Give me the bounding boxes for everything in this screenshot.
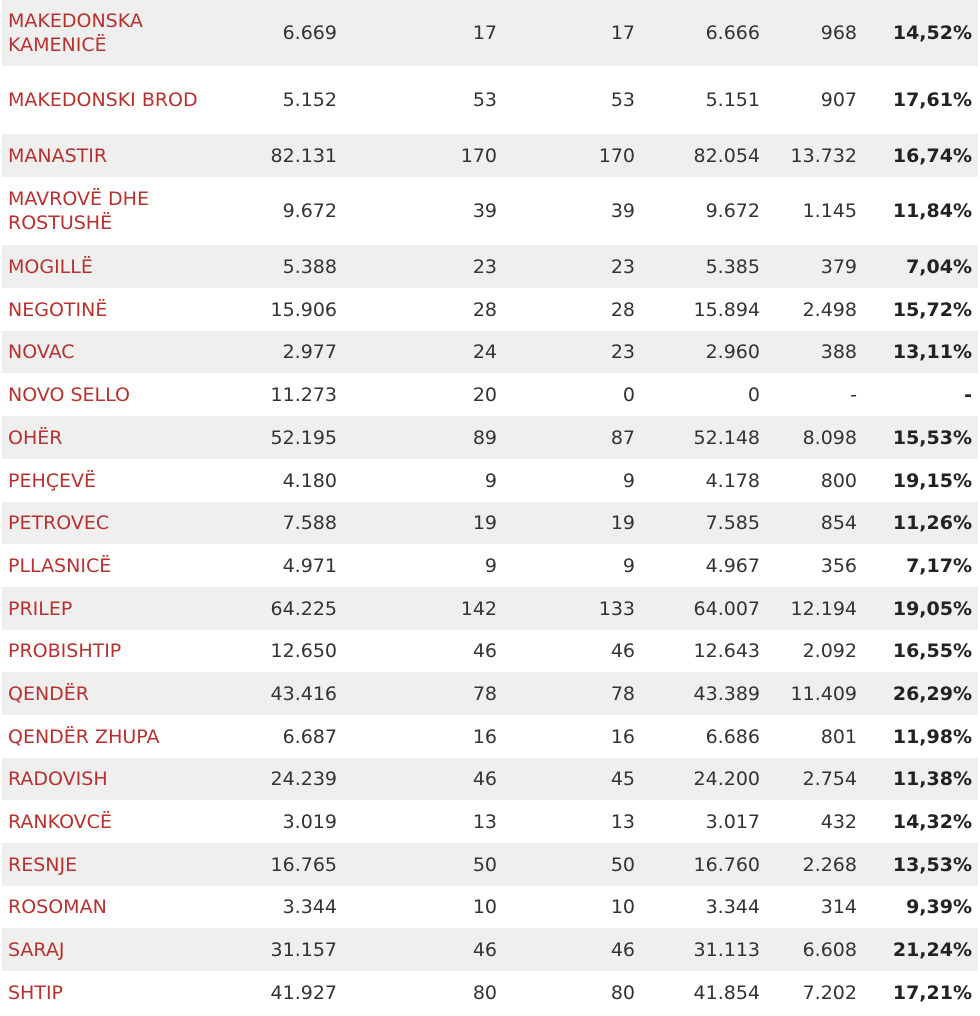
municipality-name[interactable]: NEGOTINË xyxy=(2,288,202,331)
cell-value: 2.092 xyxy=(760,630,857,672)
cell-value: - xyxy=(760,373,857,416)
cell-value: 20 xyxy=(339,373,497,416)
cell-value: 64.007 xyxy=(635,587,760,630)
municipality-name[interactable]: SHTIP xyxy=(2,971,202,1014)
table-row xyxy=(2,971,978,1014)
cell-value: 3.344 xyxy=(635,886,760,928)
cell-value: 6.686 xyxy=(635,715,760,758)
table-row xyxy=(2,245,978,288)
cell-value: 4.967 xyxy=(635,544,760,587)
municipality-name[interactable]: ROSOMAN xyxy=(2,886,202,928)
cell-value: 28 xyxy=(339,288,497,331)
percentage-value: - xyxy=(857,373,978,416)
cell-value: 3.344 xyxy=(202,886,339,928)
percentage-value: 17,21% xyxy=(857,971,978,1014)
cell-value: 5.388 xyxy=(202,245,339,288)
municipality-name[interactable]: SARAJ xyxy=(2,928,202,971)
cell-value: 16.765 xyxy=(202,843,339,886)
cell-value: 64.225 xyxy=(202,587,339,630)
cell-value: 9 xyxy=(339,459,497,502)
cell-value: 133 xyxy=(497,587,635,630)
cell-value: 23 xyxy=(497,245,635,288)
municipality-name[interactable]: MOGILLË xyxy=(2,245,202,288)
cell-value: 2.960 xyxy=(635,331,760,373)
municipality-name[interactable]: RANKOVCË xyxy=(2,800,202,843)
table-row xyxy=(2,758,978,800)
cell-value: 46 xyxy=(339,630,497,672)
municipality-name[interactable]: PRILEP xyxy=(2,587,202,630)
cell-value: 53 xyxy=(497,66,635,134)
percentage-value: 13,53% xyxy=(857,843,978,886)
cell-value: 2.498 xyxy=(760,288,857,331)
percentage-value: 11,38% xyxy=(857,758,978,800)
municipality-name[interactable]: OHËR xyxy=(2,416,202,459)
cell-value: 5.385 xyxy=(635,245,760,288)
percentage-value: 19,05% xyxy=(857,587,978,630)
table-row xyxy=(2,715,978,758)
table-row xyxy=(2,66,978,134)
percentage-value: 7,04% xyxy=(857,245,978,288)
cell-value: 50 xyxy=(497,843,635,886)
cell-value: 23 xyxy=(497,331,635,373)
municipality-name[interactable]: RADOVISH xyxy=(2,758,202,800)
percentage-value: 13,11% xyxy=(857,331,978,373)
cell-value: 11.409 xyxy=(760,672,857,715)
percentage-value: 14,32% xyxy=(857,800,978,843)
cell-value: 4.178 xyxy=(635,459,760,502)
municipality-name[interactable]: QENDËR ZHUPA xyxy=(2,715,202,758)
percentage-value: 21,24% xyxy=(857,928,978,971)
percentage-value: 26,29% xyxy=(857,672,978,715)
percentage-value: 14,52% xyxy=(857,0,978,66)
cell-value: 78 xyxy=(497,672,635,715)
cell-value: 0 xyxy=(497,373,635,416)
cell-value: 16 xyxy=(497,715,635,758)
cell-value: 19 xyxy=(497,502,635,544)
table-row xyxy=(2,544,978,587)
cell-value: 24 xyxy=(339,331,497,373)
municipality-name[interactable]: MANASTIR xyxy=(2,134,202,177)
percentage-value: 11,26% xyxy=(857,502,978,544)
cell-value: 52.148 xyxy=(635,416,760,459)
cell-value: 15.894 xyxy=(635,288,760,331)
cell-value: 170 xyxy=(339,134,497,177)
cell-value: 46 xyxy=(497,630,635,672)
percentage-value: 19,15% xyxy=(857,459,978,502)
cell-value: 39 xyxy=(497,177,635,245)
municipality-name[interactable]: RESNJE xyxy=(2,843,202,886)
cell-value: 12.650 xyxy=(202,630,339,672)
table-row xyxy=(2,288,978,331)
table-row xyxy=(2,843,978,886)
cell-value: 13 xyxy=(339,800,497,843)
cell-value: 8.098 xyxy=(760,416,857,459)
municipality-name[interactable]: PLLASNICË xyxy=(2,544,202,587)
percentage-value: 11,84% xyxy=(857,177,978,245)
cell-value: 356 xyxy=(760,544,857,587)
cell-value: 46 xyxy=(339,758,497,800)
percentage-value: 15,53% xyxy=(857,416,978,459)
table-row xyxy=(2,373,978,416)
percentage-value: 7,17% xyxy=(857,544,978,587)
table-row xyxy=(2,800,978,843)
municipality-name[interactable]: NOVAC xyxy=(2,331,202,373)
percentage-value: 16,74% xyxy=(857,134,978,177)
cell-value: 5.152 xyxy=(202,66,339,134)
cell-value: 50 xyxy=(339,843,497,886)
cell-value: 4.180 xyxy=(202,459,339,502)
cell-value: 31.113 xyxy=(635,928,760,971)
cell-value: 7.202 xyxy=(760,971,857,1014)
percentage-value: 9,39% xyxy=(857,886,978,928)
municipality-name[interactable]: PEHÇEVË xyxy=(2,459,202,502)
cell-value: 854 xyxy=(760,502,857,544)
cell-value: 9 xyxy=(339,544,497,587)
cell-value: 82.054 xyxy=(635,134,760,177)
cell-value: 2.754 xyxy=(760,758,857,800)
cell-value: 24.200 xyxy=(635,758,760,800)
cell-value: 800 xyxy=(760,459,857,502)
cell-value: 13.732 xyxy=(760,134,857,177)
percentage-value: 11,98% xyxy=(857,715,978,758)
cell-value: 45 xyxy=(497,758,635,800)
cell-value: 6.608 xyxy=(760,928,857,971)
cell-value: 6.666 xyxy=(635,0,760,66)
cell-value: 9 xyxy=(497,459,635,502)
cell-value: 41.927 xyxy=(202,971,339,1014)
cell-value: 6.687 xyxy=(202,715,339,758)
table-row xyxy=(2,177,978,245)
cell-value: 2.268 xyxy=(760,843,857,886)
cell-value: 31.157 xyxy=(202,928,339,971)
cell-value: 46 xyxy=(497,928,635,971)
cell-value: 3.017 xyxy=(635,800,760,843)
percentage-value: 16,55% xyxy=(857,630,978,672)
cell-value: 379 xyxy=(760,245,857,288)
table-row xyxy=(2,0,978,66)
cell-value: 1.145 xyxy=(760,177,857,245)
cell-value: 41.854 xyxy=(635,971,760,1014)
table-row xyxy=(2,416,978,459)
cell-value: 39 xyxy=(339,177,497,245)
municipality-name[interactable]: MAKEDONSKI BROD xyxy=(2,66,202,134)
cell-value: 5.151 xyxy=(635,66,760,134)
municipality-name[interactable]: NOVO SELLO xyxy=(2,373,202,416)
cell-value: 52.195 xyxy=(202,416,339,459)
municipality-name[interactable]: MAVROVË DHE ROSTUSHË xyxy=(2,177,202,245)
cell-value: 907 xyxy=(760,66,857,134)
table-row xyxy=(2,886,978,928)
cell-value: 7.588 xyxy=(202,502,339,544)
cell-value: 16.760 xyxy=(635,843,760,886)
cell-value: 11.273 xyxy=(202,373,339,416)
cell-value: 82.131 xyxy=(202,134,339,177)
cell-value: 13 xyxy=(497,800,635,843)
table-row xyxy=(2,331,978,373)
cell-value: 170 xyxy=(497,134,635,177)
cell-value: 78 xyxy=(339,672,497,715)
cell-value: 80 xyxy=(339,971,497,1014)
cell-value: 9.672 xyxy=(202,177,339,245)
cell-value: 24.239 xyxy=(202,758,339,800)
cell-value: 17 xyxy=(497,0,635,66)
cell-value: 46 xyxy=(339,928,497,971)
cell-value: 801 xyxy=(760,715,857,758)
table-row xyxy=(2,928,978,971)
cell-value: 19 xyxy=(339,502,497,544)
table-row xyxy=(2,459,978,502)
cell-value: 80 xyxy=(497,971,635,1014)
cell-value: 9 xyxy=(497,544,635,587)
cell-value: 142 xyxy=(339,587,497,630)
municipality-results-table xyxy=(2,0,978,1014)
municipality-name[interactable]: QENDËR xyxy=(2,672,202,715)
cell-value: 12.194 xyxy=(760,587,857,630)
cell-value: 87 xyxy=(497,416,635,459)
cell-value: 388 xyxy=(760,331,857,373)
cell-value: 28 xyxy=(497,288,635,331)
cell-value: 89 xyxy=(339,416,497,459)
cell-value: 0 xyxy=(635,373,760,416)
cell-value: 23 xyxy=(339,245,497,288)
cell-value: 10 xyxy=(497,886,635,928)
municipality-name[interactable]: MAKEDONSKA KAMENICË xyxy=(2,0,202,66)
cell-value: 2.977 xyxy=(202,331,339,373)
table-row xyxy=(2,502,978,544)
cell-value: 53 xyxy=(339,66,497,134)
table-row xyxy=(2,134,978,177)
cell-value: 15.906 xyxy=(202,288,339,331)
percentage-value: 17,61% xyxy=(857,66,978,134)
cell-value: 43.389 xyxy=(635,672,760,715)
cell-value: 4.971 xyxy=(202,544,339,587)
cell-value: 9.672 xyxy=(635,177,760,245)
cell-value: 16 xyxy=(339,715,497,758)
municipality-name[interactable]: PROBISHTIP xyxy=(2,630,202,672)
table-row xyxy=(2,587,978,630)
cell-value: 43.416 xyxy=(202,672,339,715)
municipality-name[interactable]: PETROVEC xyxy=(2,502,202,544)
table-row xyxy=(2,630,978,672)
cell-value: 10 xyxy=(339,886,497,928)
cell-value: 432 xyxy=(760,800,857,843)
cell-value: 968 xyxy=(760,0,857,66)
table-row xyxy=(2,672,978,715)
cell-value: 3.019 xyxy=(202,800,339,843)
percentage-value: 15,72% xyxy=(857,288,978,331)
cell-value: 17 xyxy=(339,0,497,66)
cell-value: 7.585 xyxy=(635,502,760,544)
cell-value: 314 xyxy=(760,886,857,928)
cell-value: 6.669 xyxy=(202,0,339,66)
cell-value: 12.643 xyxy=(635,630,760,672)
